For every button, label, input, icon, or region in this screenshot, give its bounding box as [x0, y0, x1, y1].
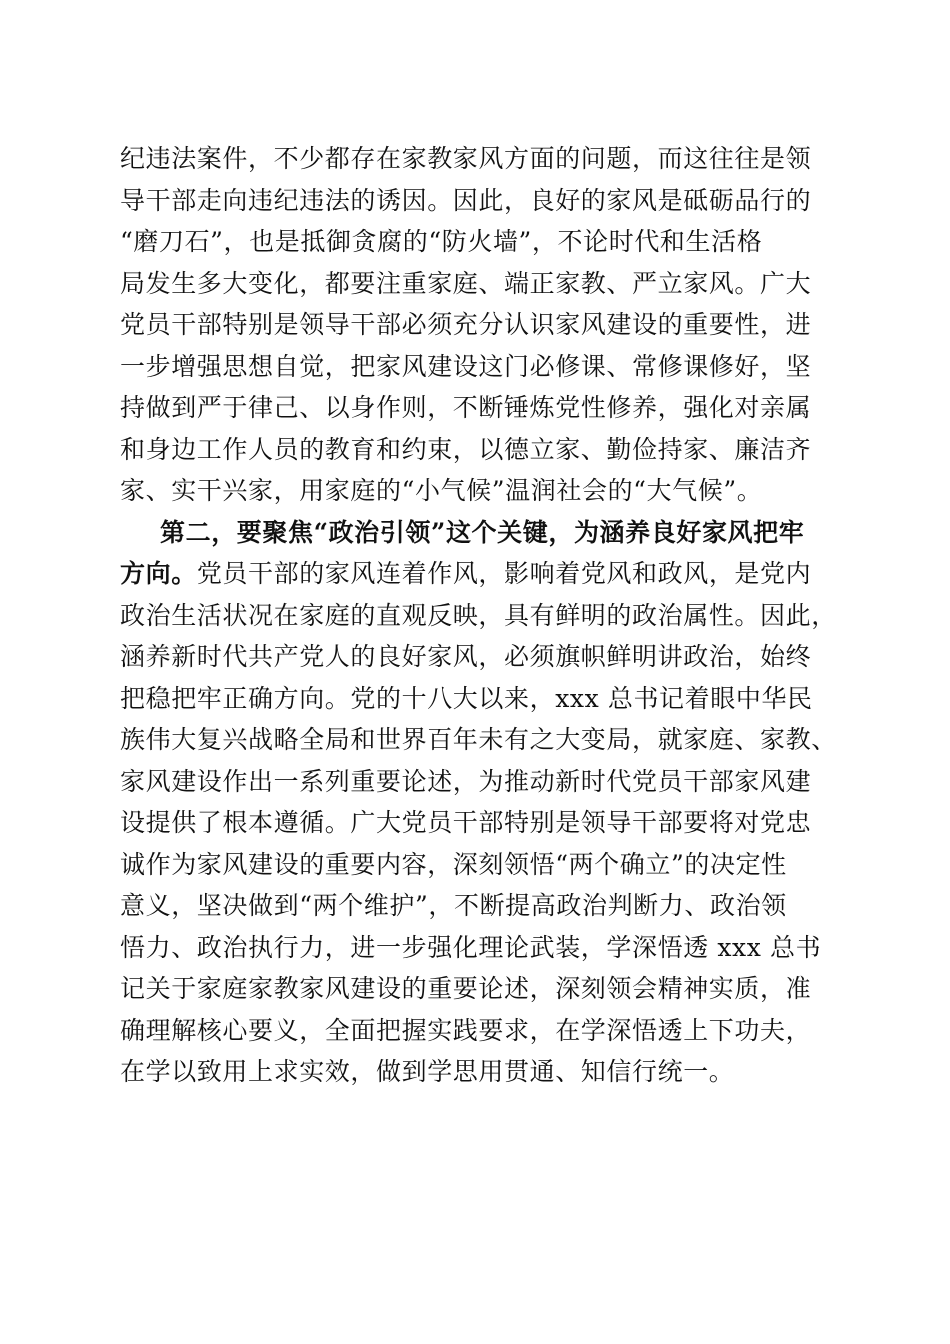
text-line: 涵养新时代共产党人的良好家风，必须旗帜鲜明讲政治，始终 — [120, 642, 812, 671]
text-line: 党员干部特别是领导干部必须充分认识家风建设的重要性，进 — [120, 310, 812, 339]
text-line: 意义，坚决做到“两个维护”，不断提高政治判断力、政治领 — [120, 891, 787, 920]
paragraph-heading-line-1: 第二，要聚焦“政治引领”这个关键，为涵养良好家风把牢 — [160, 517, 805, 547]
paragraph-heading-end: 方向。 — [120, 559, 197, 588]
text-line: 局发生多大变化，都要注重家庭、端正家教、严立家风。广大 — [120, 268, 812, 298]
text-line: 一步增强思想自觉，把家风建设这门必修课、常修课修好，坚 — [120, 351, 812, 381]
text-line: 诚作为家风建设的重要内容，深刻领悟“两个确立”的决定性 — [120, 849, 787, 879]
text-line: 把稳把牢正确方向。党的十八大以来，xxx 总书记着眼中华民 — [120, 683, 813, 713]
text-line: 和身边工作人员的教育和约束，以德立家、勤俭持家、廉洁齐 — [120, 434, 812, 464]
text-line: 政治生活状况在家庭的直观反映，具有鲜明的政治属性。因此， — [120, 600, 837, 630]
paragraph-text-start: 党员干部的家风连着作风，影响着党风和政风，是党内 — [196, 559, 812, 588]
text-line: 家、实干兴家，用家庭的“小气候”温润社会的“大气候”。 — [120, 476, 763, 505]
paragraph-heading-line-2 — [120, 553, 832, 595]
body-text — [120, 138, 837, 1093]
text-line: 纪违法案件，不少都存在家教家风方面的问题，而这往往是领 — [120, 144, 812, 173]
text-line: “磨刀石”，也是抵御贪腐的“防火墙”，不论时代和生活格 — [120, 227, 763, 256]
text-line: 记关于家庭家教家风建设的重要论述，深刻领会精神实质，准 — [120, 974, 812, 1003]
text-line: 在学以致用上求实效，做到学思用贯通、知信行统一。 — [120, 1057, 735, 1086]
text-line: 持做到严于律己、以身作则，不断锤炼党性修养，强化对亲属 — [120, 393, 812, 422]
text-line: 确理解核心要义，全面把握实践要求，在学深悟透上下功夫， — [120, 1015, 812, 1045]
text-line: 族伟大复兴战略全局和世界百年未有之大变局，就家庭、家教、 — [120, 725, 837, 754]
text-line: 家风建设作出一系列重要论述，为推动新时代党员干部家风建 — [120, 766, 812, 796]
text-line: 悟力、政治执行力，进一步强化理论武装，学深悟透 xxx 总书 — [120, 932, 822, 962]
text-line: 设提供了根本遵循。广大党员干部特别是领导干部要将对党忠 — [120, 808, 812, 837]
text-line: 导干部走向违纪违法的诱因。因此，良好的家风是砥砺品行的 — [120, 185, 812, 215]
